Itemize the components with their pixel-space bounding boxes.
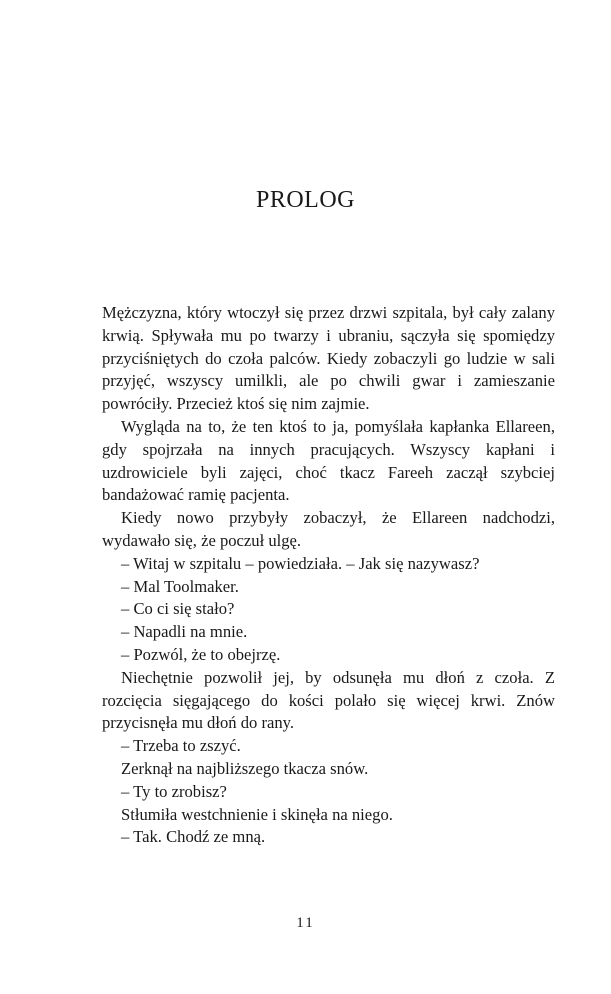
paragraph: Zerknął na najbliższego tkacza snów. [121, 758, 369, 778]
paragraph: Kiedy nowo przybyły zobaczył, że Ellareen nadchodzi, wydawało się, że poczuł ulgę. [102, 508, 555, 550]
chapter-title: PROLOG [255, 187, 355, 213]
chapter-body [102, 302, 555, 849]
dialogue-line: – Ty to zrobisz? [121, 781, 227, 801]
dialogue-line: – Mal Toolmaker. [121, 576, 239, 596]
dialogue-line: – Co ci się stało? [121, 599, 235, 619]
paragraph: Wygląda na to, że ten ktoś to ja, pomyślała kapłanka Ellareen, gdy spojrzała na innych pracujących. Wszyscy kapłani i uzdrowiciele byli zajęci, choć tkacz Fareeh zaczął szybciej bandażować ramię pacjenta. [102, 416, 555, 505]
dialogue-line: – Witaj w szpitalu – powiedziała. – Jak się nazywasz? [121, 553, 480, 573]
paragraph: Niechętnie pozwolił jej, by odsunęła mu dłoń z czoła. Z rozcięcia sięgającego do kości polało się więcej krwi. Znów przycisnęła mu dłoń do rany. [102, 667, 555, 733]
paragraph: Mężczyzna, który wtoczył się przez drzwi szpitala, był cały zalany krwią. Spływała mu po twarzy i ubraniu, sączyła się spomiędzy przyciśniętych do czoła palców. Kiedy zobaczyli go ludzie w sali przyjęć, wszyscy umilkli, ale po chwili gwar i zamieszanie powróciły. Przecież ktoś się nim zajmie. [102, 303, 555, 414]
page-number: 11 [296, 915, 315, 931]
paragraph: Stłumiła westchnienie i skinęła na niego. [121, 804, 393, 824]
dialogue-line: – Napadli na mnie. [121, 622, 248, 642]
dialogue-line: – Pozwól, że to obejrzę. [121, 644, 281, 664]
dialogue-line: – Tak. Chodź ze mną. [121, 827, 266, 847]
dialogue-line: – Trzeba to zszyć. [121, 736, 241, 756]
